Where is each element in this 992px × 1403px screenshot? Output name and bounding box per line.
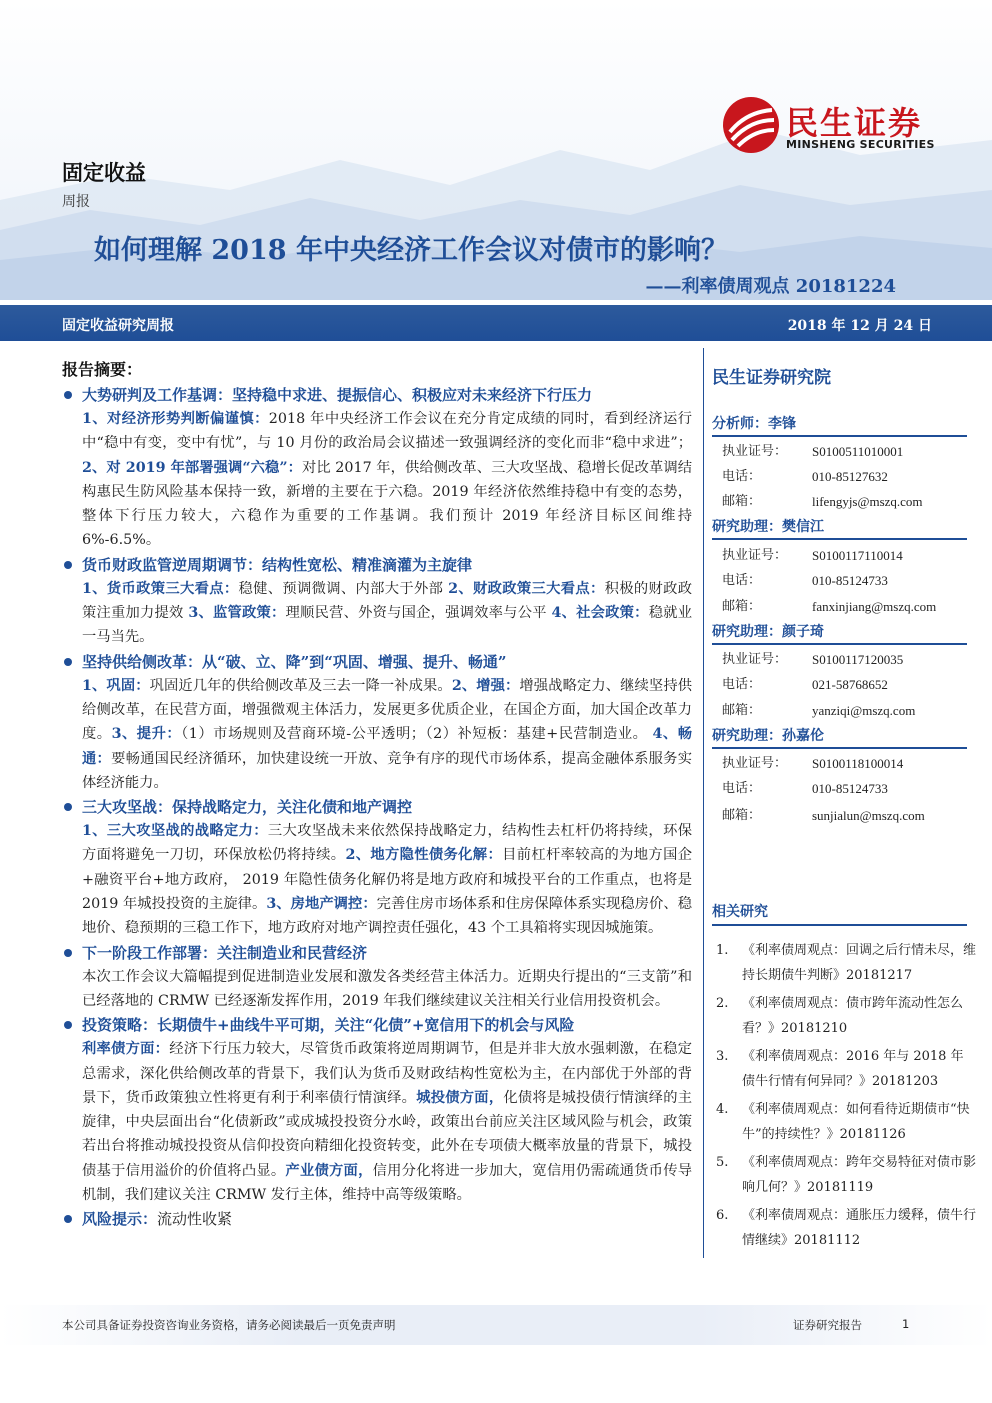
- bullet-icon: [64, 1215, 72, 1223]
- key-point-label: 利率债方面：: [82, 1041, 170, 1058]
- summary-section: [62, 383, 692, 553]
- assistant-heading-1: 研究助理：樊信江: [712, 516, 967, 540]
- key-point-label: 2、财政政策三大看点：: [448, 580, 605, 597]
- assistant-2-email[interactable]: 邮箱： yanziqi@mszq.com: [722, 703, 916, 718]
- assistant-2-license: 执业证号： S0100117120035: [722, 652, 904, 667]
- brand-name-en: MINSHENG SECURITIES: [786, 138, 935, 151]
- key-point-label: 城投债方面，: [416, 1089, 504, 1106]
- report-subtitle: ——利率债周观点 20181224: [645, 276, 896, 297]
- analyst-license: 执业证号： S0100511010001: [722, 444, 904, 459]
- key-point-label: 4、社会政策：: [551, 605, 649, 622]
- summary-section: [62, 650, 692, 795]
- related-item[interactable]: 3. 《利率债周观点：2016 年与 2018 年债牛行情有何异同？》20181203: [716, 1049, 964, 1089]
- analyst-email[interactable]: 邮箱： lifengyjs@mszq.com: [722, 494, 923, 509]
- minsheng-logo-icon: [722, 96, 780, 154]
- assistant-heading-3: 研究助理：孙嘉伦: [712, 725, 967, 749]
- section-body: [82, 1037, 692, 1207]
- header-band: [0, 305, 992, 341]
- summary-section: [62, 1207, 692, 1231]
- related-item[interactable]: 4. 《利率债周观点：如何看待近期债市“快牛”的持续性？》20181126: [716, 1102, 970, 1142]
- section-headline: 投资策略：长期债牛+曲线牛平可期，关注“化债”+宽信用下的机会与风险: [62, 1013, 692, 1037]
- related-item[interactable]: 5. 《利率债周观点：跨年交易特征对债市影响几何？》20181119: [716, 1155, 977, 1195]
- key-point-label: 3、监管政策：: [188, 605, 286, 622]
- body-text: 本次工作会议大篇幅提到促进制造业发展和激发各类经营主体活力。近期央行提出的“三支箭”和已经落地的 CRMW 已经逐渐发挥作用，2019 年我们继续建议关注相关行业信用投资机会。: [82, 968, 692, 1009]
- body-text: 三大攻坚战未来依然保持战略定力，结构性去杠杆仍将持续，环保方面将避免一刀切，环保放松仍将持续。: [82, 823, 693, 864]
- analyst-phone: 电话： 010-85127632: [722, 469, 888, 484]
- institute-name: 民生证券研究院: [712, 368, 831, 388]
- section-body: [82, 577, 692, 650]
- related-item[interactable]: 1. 《利率债周观点：回调之后行情未尽，维持长期债牛判断》20181217: [716, 943, 977, 983]
- footer-doc-type: 证券研究报告: [793, 1318, 862, 1332]
- section-body: [82, 407, 692, 553]
- summary-section: [62, 795, 692, 940]
- key-point-label: 1、货币政策三大看点：: [82, 580, 239, 597]
- report-date: 2018 年 12 月 24 日: [787, 318, 932, 334]
- analyst-heading: 分析师：李锋: [712, 413, 967, 437]
- key-point-label: 2、对 2019 年部署强调“六稳”：: [82, 459, 302, 476]
- body-text: 2018 年中央经济工作会议在充分肯定成绩的同时，看到经济运行中“稳中有变，变中有忧”，与 10 月份的政治局会议描述一致强调经济的变化而非“稳中求进”；: [82, 411, 692, 452]
- body-text: 要畅通国民经济循环，加快建设统一开放、竞争有序的现代市场体系，提高金融体系服务实体经济能力。: [82, 750, 692, 791]
- summary-section: [62, 941, 692, 1014]
- body-text: 巩固近几年的供给侧改革及三去一降一补成果。: [149, 677, 452, 694]
- assistant-3-email[interactable]: 邮箱： sunjialun@mszq.com: [722, 808, 925, 823]
- bullet-icon: [64, 949, 72, 957]
- section-tail-text: 流动性收紧: [157, 1210, 233, 1229]
- bullet-icon: [64, 803, 72, 811]
- section-headline: 货币财政监管逆周期调节：结构性宽松、精准滴灌为主旋律: [62, 553, 692, 577]
- related-item[interactable]: 2. 《利率债周观点：债市跨年流动性怎么看？》20181210: [716, 996, 964, 1036]
- footer-disclaimer[interactable]: 本公司具备证券投资咨询业务资格，请务必阅读最后一页免责声明: [62, 1318, 396, 1332]
- summary-sections: [62, 383, 692, 1231]
- body-text: 经济下行压力较大，尽管货币政策将逆周期调节，但是并非大放水强刺激，在稳定总需求，深化供给侧改革的背景下，我们认为货币及财政结构性宽松为主，在内部优于外部的背景下，货币政策独立性将更有利于利率债行情演绎。: [82, 1041, 693, 1106]
- assistant-1-email[interactable]: 邮箱： fanxinjiang@mszq.com: [722, 599, 937, 614]
- summary-section: [62, 553, 692, 650]
- body-text: （1）市场规则及营商环境-公平透明；（2）补短板：基建+民营制造业。: [181, 726, 653, 743]
- section-body: [82, 674, 692, 795]
- band-series-label: 固定收益研究周报: [62, 318, 174, 334]
- page-number: 1: [902, 1317, 910, 1331]
- key-point-label: 1、巩固：: [82, 677, 150, 694]
- bullet-icon: [64, 1021, 72, 1029]
- column-divider: [703, 348, 704, 1258]
- body-text: 稳健、预调微调、内部大于外部: [238, 580, 449, 597]
- assistant-3-phone: 电话： 010-85124733: [722, 781, 888, 796]
- section-headline: 风险提示：流动性收紧: [62, 1207, 692, 1231]
- brand-name-cn: 民生证券: [786, 104, 923, 142]
- page-footer: [0, 1305, 992, 1345]
- key-point-label: 4、畅通：: [82, 726, 693, 767]
- assistant-3-license: 执业证号： S0100118100014: [722, 756, 904, 771]
- key-point-label: 1、对经济形势判断偏谨慎：: [82, 411, 269, 427]
- report-summary: [62, 358, 692, 1231]
- key-point-label: 3、房地产调控：: [266, 896, 377, 913]
- report-title: 如何理解 2018 年中央经济工作会议对债市的影响？: [94, 235, 728, 266]
- summary-section: [62, 1013, 692, 1207]
- key-point-label: 1、三大攻坚战的战略定力：: [82, 823, 268, 840]
- key-point-label: 3、提升：: [111, 726, 182, 743]
- brand-logo: [722, 96, 952, 156]
- key-point-label: 产业债方面，: [285, 1162, 373, 1179]
- assistant-1-license: 执业证号： S0100117110014: [722, 548, 903, 563]
- assistant-1-phone: 电话： 010-85124733: [722, 573, 888, 588]
- bullet-icon: [64, 658, 72, 666]
- body-text: 理顺民营、外资与国企，强调效率与公平: [285, 605, 552, 622]
- section-body: [82, 819, 692, 940]
- section-body: [82, 965, 692, 1014]
- section-headline: 坚持供给侧改革：从“破、立、降”到“巩固、增强、提升、畅通”: [62, 650, 692, 674]
- body-text: 对比 2017 年，供给侧改革、三大攻坚战、稳增长促改革调结构惠民生防风险基本保持一致，新增的主要在于六稳。2019 年经济依然维持稳中有变的态势，整体下行压力较大，六稳作为重要的工作基调。我们预计 2019 年经济目标区间维持 6%-6.5%。: [82, 459, 692, 549]
- assistant-2-phone: 电话： 021-58768652: [722, 677, 888, 692]
- bullet-icon: [64, 391, 72, 399]
- summary-heading: 报告摘要：: [62, 360, 143, 379]
- report-category: 固定收益: [62, 160, 146, 185]
- bullet-icon: [64, 561, 72, 569]
- body-text: 积极的财政政策注重加力提效: [82, 580, 693, 622]
- body-text: 化债将是城投债行情演绎的主旋律，中央层面出台“化债新政”或成城投投资分水岭，政策出台前应关注区域风险与机会，政策若出台将推动城投投资从信仰投资向精细化投资转变，此外在专项债大概率放量的背景下，城投债基于信用溢价的价值将凸显。: [82, 1089, 693, 1179]
- related-item[interactable]: 6. 《利率债周观点：通胀压力缓释，债牛行情继续》20181112: [716, 1208, 977, 1248]
- body-text: 信用分化将进一步加大，宽信用仍需疏通货币传导机制，我们建议关注 CRMW 发行主体，维持中高等级策略。: [82, 1162, 693, 1204]
- assistant-heading-2: 研究助理：颜子琦: [712, 621, 967, 645]
- section-headline: 三大攻坚战：保持战略定力，关注化债和地产调控: [62, 795, 692, 819]
- related-research-heading: 相关研究: [712, 900, 967, 926]
- key-point-label: 2、增强：: [451, 677, 520, 694]
- section-headline: 大势研判及工作基调：坚持稳中求进、提振信心、积极应对未来经济下行压力: [62, 383, 692, 407]
- section-headline: 下一阶段工作部署：关注制造业和民营经济: [62, 941, 692, 965]
- body-text: 目前杠杆率较高的为地方国企+融资平台+地方政府， 2019 年隐性债务化解仍将是地方政府和城投平台的工作重点，也将是 2019 年城投投资的主旋律。: [82, 847, 692, 913]
- report-type: 周报: [62, 194, 90, 210]
- key-point-label: 2、地方隐性债务化解：: [345, 847, 503, 864]
- body-text: 完善住房市场体系和住房保障体系实现稳房价、稳地价、稳预期的三稳工作下，地方政府对地产调控责任强化，43 个工具箱将实现因城施策。: [82, 896, 693, 937]
- body-text: 稳就业一马当先。: [82, 605, 693, 646]
- body-text: 增强战略定力、继续坚持供给侧改革，在民营方面，增强微观主体活力，发展更多优质企业，在国企方面，加大国企改革力度。: [82, 677, 693, 743]
